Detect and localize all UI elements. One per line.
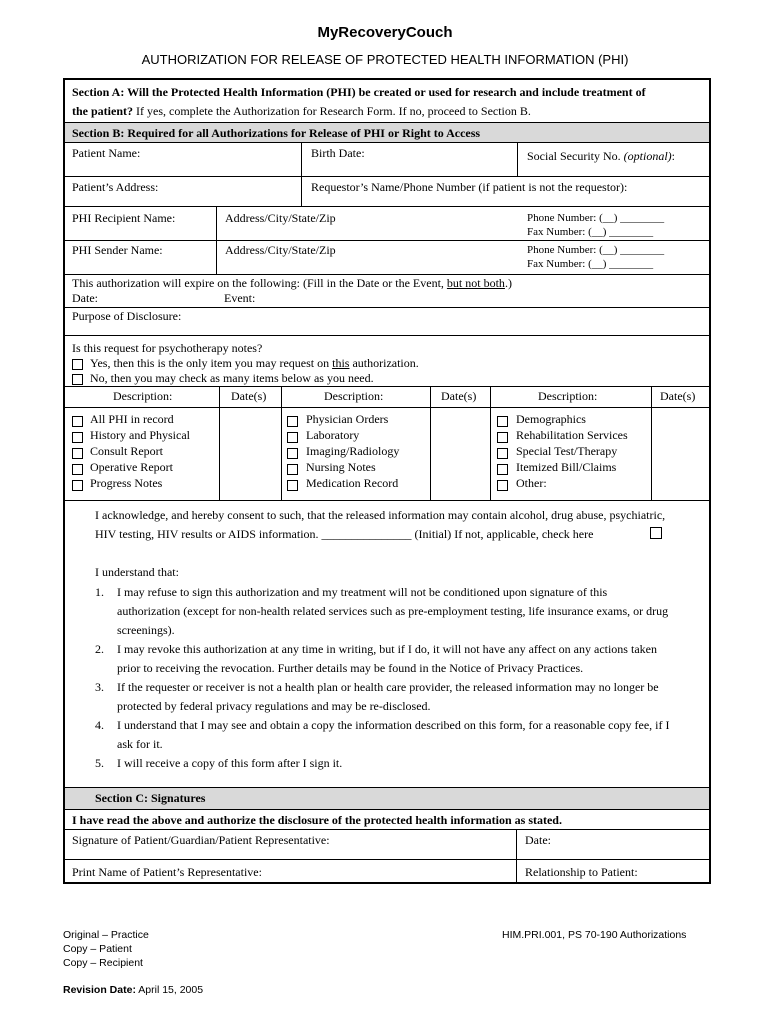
divider	[65, 809, 709, 810]
authorization-form	[63, 78, 711, 884]
item-label: Operative Report	[90, 460, 173, 474]
acknowledge-text: I acknowledge, and hereby consent to such, that the released information may contain alcohol, drug abuse, psychiatric,	[95, 508, 666, 522]
expiration-instructions	[72, 276, 512, 291]
sender-address-label: Address/City/State/Zip	[225, 243, 336, 257]
revision-date	[63, 983, 203, 997]
divider	[65, 500, 709, 501]
item-label: Nursing Notes	[306, 460, 376, 474]
item-checkbox[interactable]	[287, 448, 298, 459]
col3-description-header: Description:	[538, 389, 598, 403]
item-checkbox[interactable]	[72, 464, 83, 475]
recipient-fax-label: Fax Number: (__) ________	[527, 226, 654, 238]
item-label: Imaging/Radiology	[306, 444, 400, 458]
understand-line: screenings).	[117, 623, 175, 637]
understand-number: 2.	[95, 642, 104, 656]
requestor-label: Requestor’s Name/Phone Number (if patient is not the requestor):	[311, 180, 628, 194]
section-a-question-end: the patient?	[72, 104, 133, 118]
item-label: History and Physical	[90, 428, 190, 442]
understand-line: I will receive a copy of this form after I sign it.	[117, 756, 343, 770]
col1-description-header: Description:	[113, 389, 173, 403]
copy-line: Copy – Recipient	[63, 957, 143, 969]
sender-fax-label: Fax Number: (__) ________	[527, 258, 654, 270]
copy-line: Original – Practice	[63, 929, 149, 941]
item-label: Medication Record	[306, 476, 399, 490]
item-label: Progress Notes	[90, 476, 163, 490]
divider	[65, 307, 709, 308]
expiration-text-end: .)	[504, 276, 512, 290]
divider	[65, 386, 709, 387]
item-checkbox[interactable]	[72, 432, 83, 443]
revision-value: April 15, 2005	[135, 984, 204, 996]
signature-label: Signature of Patient/Guardian/Patient Representative:	[72, 833, 330, 847]
divider	[651, 386, 652, 500]
item-checkbox[interactable]	[287, 432, 298, 443]
form-title: AUTHORIZATION FOR RELEASE OF PROTECTED HEALTH INFORMATION (PHI)	[141, 52, 629, 67]
divider	[65, 240, 709, 241]
birth-date-label: Birth Date:	[311, 146, 365, 160]
divider	[490, 386, 491, 500]
divider	[301, 142, 302, 176]
divider	[65, 859, 709, 860]
recipient-name-label: PHI Recipient Name:	[72, 211, 176, 225]
yes-emphasis: this	[332, 356, 350, 370]
item-checkbox[interactable]	[287, 464, 298, 475]
not-applicable-checkbox[interactable]	[650, 527, 662, 539]
understand-line: protected by federal privacy regulations and may be re-disclosed.	[117, 699, 431, 713]
section-a-instructions	[72, 104, 531, 119]
item-checkbox[interactable]	[497, 432, 508, 443]
ssn-label-text: Social Security No.	[527, 149, 621, 163]
divider	[430, 386, 431, 500]
item-checkbox[interactable]	[497, 448, 508, 459]
understand-line: If the requester or receiver is not a health plan or health care provider, the released information may no longer be	[117, 680, 659, 694]
revision-label: Revision Date:	[63, 984, 136, 996]
psychotherapy-no-label: No, then you may check as many items below as you need.	[90, 371, 374, 385]
item-checkbox[interactable]	[497, 480, 508, 491]
divider	[219, 386, 220, 500]
col1-dates-header: Date(s)	[231, 389, 267, 403]
expiration-text: This authorization will expire on the following: (Fill in the Date or the Event,	[72, 276, 447, 290]
sender-phone-label: Phone Number: (__) ________	[527, 244, 665, 256]
understand-number: 4.	[95, 718, 104, 732]
ssn-optional: (optional)	[623, 149, 672, 163]
item-checkbox[interactable]	[72, 448, 83, 459]
understand-line: authorization (except for non-health related services such as pre-employment testing, life insurance exams, or drug	[117, 604, 669, 618]
yes-text-end: authorization.	[349, 356, 419, 370]
col3-dates-header: Date(s)	[660, 389, 696, 403]
divider	[65, 274, 709, 275]
copy-distribution	[63, 928, 149, 970]
psychotherapy-no-checkbox[interactable]	[72, 374, 83, 385]
signature-date-label: Date:	[525, 833, 551, 847]
sender-name-label: PHI Sender Name:	[72, 243, 163, 257]
understand-number: 5.	[95, 756, 104, 770]
item-label: Demographics	[516, 412, 586, 426]
item-checkbox[interactable]	[287, 480, 298, 491]
patient-address-label: Patient’s Address:	[72, 180, 159, 194]
col2-dates-header: Date(s)	[441, 389, 477, 403]
expiration-date-label: Date:	[72, 291, 98, 305]
item-checkbox[interactable]	[497, 464, 508, 475]
copy-line: Copy – Patient	[63, 943, 132, 955]
acknowledge-text-2: HIV testing, HIV results or AIDS information. _______________ (Initial) If not, applicable, check here	[95, 527, 594, 541]
divider	[301, 176, 302, 206]
item-label: Physician Orders	[306, 412, 389, 426]
divider	[516, 829, 517, 884]
ssn-label	[527, 149, 675, 164]
item-label: Laboratory	[306, 428, 360, 442]
purpose-label: Purpose of Disclosure:	[72, 309, 182, 323]
understand-line: I may refuse to sign this authorization and my treatment will not be conditioned upon signature of this	[117, 585, 608, 599]
print-name-label: Print Name of Patient’s Representative:	[72, 865, 262, 879]
divider	[65, 206, 709, 207]
divider	[65, 142, 709, 143]
expiration-event-label: Event:	[224, 291, 256, 305]
understand-number: 1.	[95, 585, 104, 599]
item-checkbox[interactable]	[497, 416, 508, 427]
item-label: Itemized Bill/Claims	[516, 460, 617, 474]
understand-intro: I understand that:	[95, 565, 179, 579]
item-label: Rehabilitation Services	[516, 428, 628, 442]
col2-description-header: Description:	[324, 389, 384, 403]
psychotherapy-question: Is this request for psychotherapy notes?	[72, 341, 263, 355]
divider	[65, 407, 709, 408]
item-checkbox[interactable]	[72, 416, 83, 427]
patient-name-label: Patient Name:	[72, 146, 141, 160]
expiration-emphasis: but not both	[446, 276, 505, 290]
psychotherapy-yes-checkbox[interactable]	[72, 359, 83, 370]
item-label: All PHI in record	[90, 412, 174, 426]
relationship-label: Relationship to Patient:	[525, 865, 638, 879]
yes-text: Yes, then this is the only item you may request on	[90, 356, 333, 370]
section-a-instruction-text: If yes, complete the Authorization for Research Form. If no, proceed to Section B.	[133, 104, 531, 118]
divider	[517, 142, 518, 176]
item-label: Consult Report	[90, 444, 164, 458]
understand-line: I may revoke this authorization at any time in writing, but if I do, it will not have any affect on any actions taken	[117, 642, 657, 656]
recipient-phone-label: Phone Number: (__) ________	[527, 212, 665, 224]
document-id: HIM.PRI.001, PS 70-190 Authorizations	[502, 929, 687, 941]
ssn-colon: :	[671, 149, 675, 163]
recipient-address-label: Address/City/State/Zip	[225, 211, 336, 225]
divider	[65, 829, 709, 830]
section-b-heading: Section B: Required for all Authorizations for Release of PHI or Right to Access	[72, 126, 481, 140]
divider	[281, 386, 282, 500]
understand-line: I understand that I may see and obtain a copy the information described on this form, for a reasonable copy fee, if I	[117, 718, 670, 732]
divider	[65, 176, 709, 177]
item-checkbox[interactable]	[287, 416, 298, 427]
understand-line: prior to receiving the revocation. Further details may be found in the Notice of Privacy Practices.	[117, 661, 584, 675]
understand-number: 3.	[95, 680, 104, 694]
psychotherapy-yes-label	[90, 356, 419, 371]
item-label: Special Test/Therapy	[516, 444, 618, 458]
section-a-question: Section A: Will the Protected Health Information (PHI) be created or used for research and include treatment of	[72, 85, 646, 99]
brand-name: MyRecoveryCouch	[317, 24, 453, 41]
section-c-statement: I have read the above and authorize the disclosure of the protected health information as stated.	[72, 813, 562, 827]
item-checkbox[interactable]	[72, 480, 83, 491]
divider	[65, 335, 709, 336]
item-label: Other:	[516, 476, 547, 490]
understand-line: ask for it.	[117, 737, 163, 751]
section-c-heading: Section C: Signatures	[95, 791, 206, 805]
